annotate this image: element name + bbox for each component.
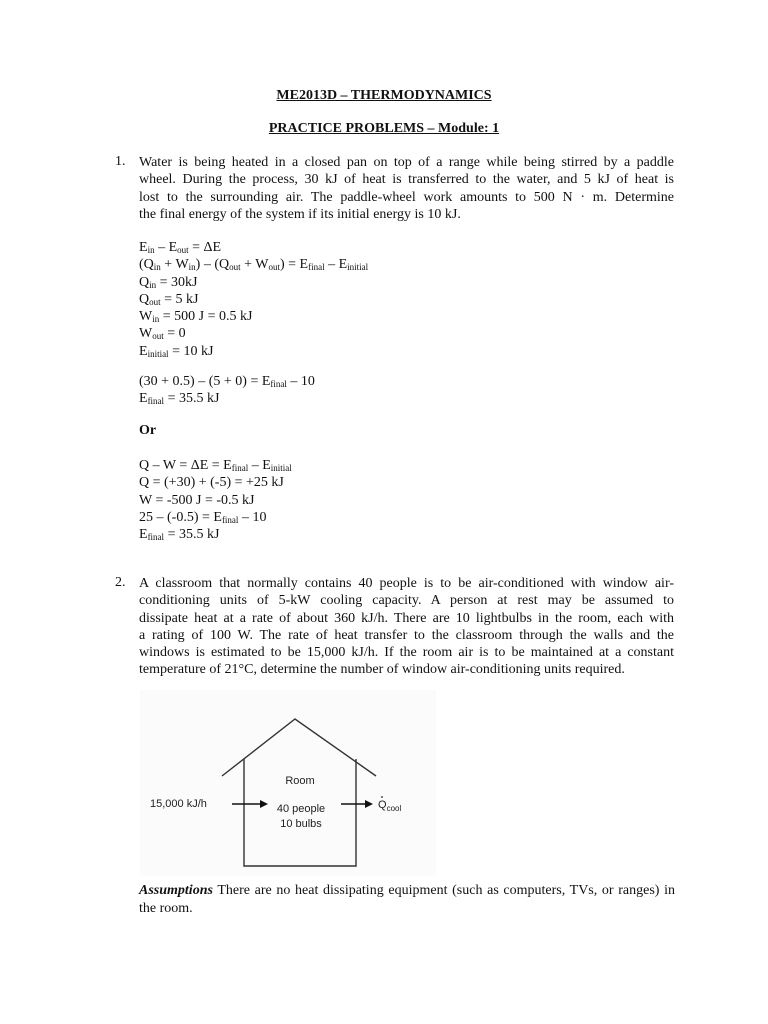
- problem-2-statement-line: temperature of 21°C, determine the number of window air-conditioning units required.: [139, 662, 625, 678]
- classroom-diagram: [140, 690, 436, 876]
- equation-alt-line: W = -500 J = -0.5 kJ: [139, 492, 255, 508]
- equation-line: $W_{in} = 500$ J = 0.5 kJ: [139, 309, 253, 325]
- qcool-label: $Q_{cool}$: [378, 799, 402, 813]
- equation-line: $W_{out} = 0$: [139, 326, 186, 342]
- problem-2-statement-line: dissipate heat at a rate of about 360 kJ/h. There are 10 lightbulbs in the room, each with: [139, 610, 674, 626]
- qcool-dot: [381, 796, 383, 798]
- problem-1-statement-line: the final energy of the system if its initial energy is 10 kJ.: [139, 207, 461, 223]
- problem-1-method-2: [139, 457, 292, 543]
- room-label: Room: [285, 775, 315, 787]
- assumptions-paragraph: [139, 882, 675, 918]
- or-separator: Or: [139, 423, 157, 438]
- problem-1-statement-line: Water is being heated in a closed pan on top of a range while being stirred by a paddle: [139, 155, 674, 170]
- result-line: $(30 + 0.5) - (5 + 0) = E_{final} - 10$: [139, 374, 315, 389]
- equation-line: $(Q_{in} + W_{in}) - (Q_{out} + W_{out}) = E_{final} - E_{initial}$: [139, 257, 369, 273]
- equation-alt-line: $25 - (-0.5) = E_{final} - 10$: [139, 509, 267, 525]
- heat-in-label: 15,000 kJ/h: [150, 798, 207, 810]
- problem-2-number: 2.: [115, 575, 126, 590]
- problem-1-statement-line: lost to the surrounding air. The paddle-wheel work amounts to 500 N · m. Determine: [139, 189, 674, 205]
- problem-1-method-1: [139, 239, 368, 360]
- equation-line: $Q_{in} = 30kJ$: [139, 274, 198, 290]
- problem-2-statement-line: a rating of 100 W. The rate of heat transfer to the classroom through the walls and the: [139, 627, 674, 643]
- section-title: PRACTICE PROBLEMS – Module: 1: [268, 121, 500, 136]
- equation-alt-line: Q = (+30) + (-5) = +25 kJ: [139, 475, 284, 491]
- equation-alt-line: $E_{final} = 35.5$ kJ: [139, 527, 220, 543]
- problem-2-statement-line: conditioning units of 5-kW cooling capacity. A person at rest may be assumed to: [139, 593, 674, 609]
- problem-2-statement-line: windows is estimated to be 15,000 kJ/h. If the room air is to be maintained at a constant: [139, 645, 674, 661]
- people-label: 40 people: [276, 803, 326, 815]
- problem-1-method-1-result: [139, 373, 315, 408]
- problem-1-statement: [139, 154, 674, 224]
- result-line: $E_{final} = 35.5$ kJ: [139, 391, 220, 407]
- problem-2-statement: [139, 575, 674, 679]
- bulbs-label: 10 bulbs: [280, 818, 322, 830]
- equation-line: $E_{initial} = 10$ kJ: [139, 343, 214, 359]
- assumptions-text: There are no heat dissipating equipment (such as computers, TVs, or ranges) in the room.: [139, 883, 675, 916]
- equation-alt-line: $Q - W = \Delta E = E_{final} - E_{initial}$: [139, 458, 292, 473]
- course-title: ME2013D – THERMODYNAMICS: [276, 88, 492, 103]
- problem-2-statement-line: A classroom that normally contains 40 people is to be air-conditioned with window air-: [139, 576, 674, 591]
- problem-1-statement-line: wheel. During the process, 30 kJ of heat is transferred to the water, and 5 kJ of heat is: [139, 172, 674, 188]
- equation-line: $E_{in} - E_{out} = \Delta E$: [139, 240, 222, 255]
- problem-1-number: 1.: [115, 154, 126, 169]
- equation-line: $Q_{out} = 5$ kJ: [139, 291, 199, 307]
- assumptions-label: Assumptions: [139, 883, 213, 898]
